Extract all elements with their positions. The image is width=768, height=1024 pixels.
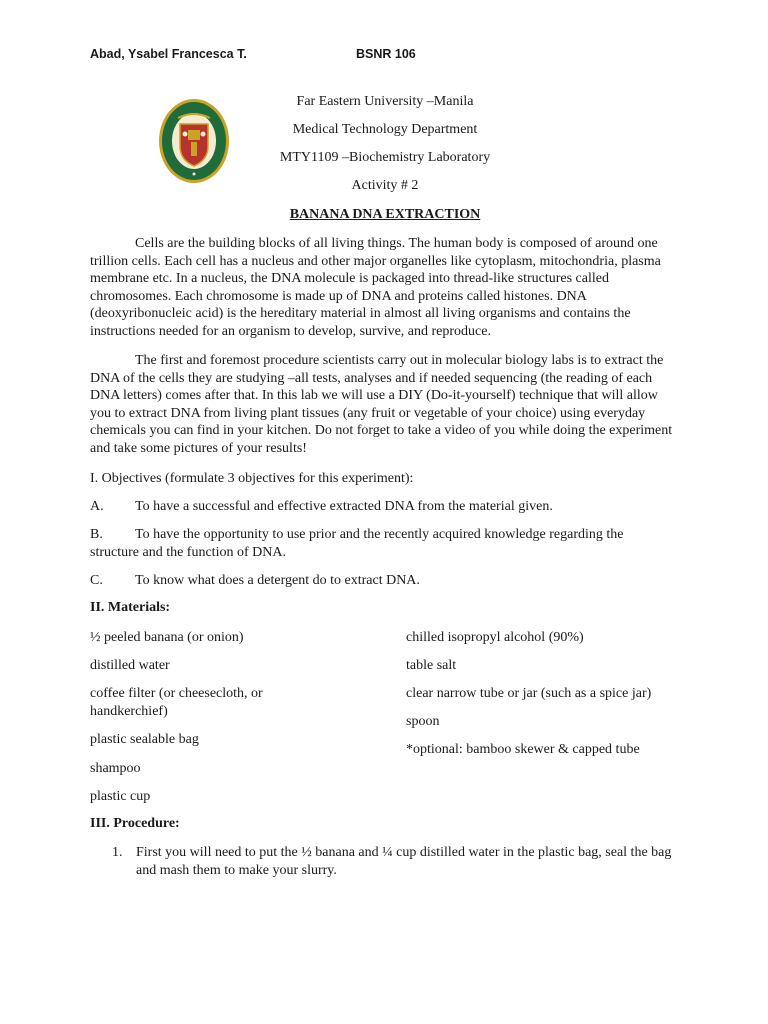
material-item: spoon — [406, 714, 440, 729]
student-section: BSNR 106 — [356, 47, 416, 61]
material-item: chilled isopropyl alcohol (90%) — [406, 630, 584, 645]
objective-label: A. — [90, 499, 104, 514]
objective-item — [90, 526, 675, 561]
material-item: ½ peeled banana (or onion) — [90, 630, 244, 645]
intro-paragraph: Cells are the building blocks of all living things. The human body is composed of around one trillion cells. Each cell has a nucleus and other major organelles like cytoplasm, mitochondria, plasma membrane etc. In a nucleus, the DNA molecule is packaged into thread-like structures called chromosomes. Each chromosome is made up of DNA and proteins called histones. DNA (deoxyribonucleic acid) is the hereditary material in almost all living organisms and contains the instructions needed for an organism to develop, survive, and reproduce. — [90, 236, 661, 339]
university-seal-icon — [158, 98, 230, 184]
material-item: *optional: bamboo skewer & capped tube — [406, 742, 640, 757]
step-text: First you will need to put the ½ banana and ¼ cup distilled water in the plastic bag, seal the bag and mash them to make your slurry. — [136, 845, 672, 878]
procedure-heading: III. Procedure: — [90, 816, 180, 831]
document-title: BANANA DNA EXTRACTION — [289, 207, 481, 222]
material-item: shampoo — [90, 761, 141, 776]
material-item: plastic cup — [90, 789, 151, 804]
department-name: Medical Technology Department — [292, 122, 478, 137]
material-item: clear narrow tube or jar (such as a spice jar) — [406, 686, 652, 701]
objectives-heading: I. Objectives (formulate 3 objectives for this experiment): — [90, 471, 414, 486]
student-name: Abad, Ysabel Francesca T. — [90, 47, 247, 61]
objective-text: To have the opportunity to use prior and the recently acquired knowledge regarding the structure and the function of DNA. — [90, 527, 624, 560]
procedure-intro-paragraph: The first and foremost procedure scientists carry out in molecular biology labs is to extract the DNA of the cells they are studying –all tests, analyses and if needed sequencing (the reading of each DNA letters) comes after that. In this lab we will use a DIY (Do-it-yourself) technique that will allow you to extract DNA from living plant tissues (any fruit or vegetable of your choice) using everyday chemicals you can find in your kitchen. Do not forget to take a video of you while doing the experiment and take some pictures of your results! — [90, 353, 673, 456]
objective-item — [90, 572, 675, 590]
material-item: distilled water — [90, 658, 170, 673]
objective-text: To have a successful and effective extracted DNA from the material given. — [135, 499, 553, 514]
objective-label: B. — [90, 527, 103, 542]
course-code: MTY1109 –Biochemistry Laboratory — [279, 150, 491, 165]
material-item: coffee filter (or cheesecloth, or handkerchief) — [90, 686, 263, 719]
objective-label: C. — [90, 573, 103, 588]
objective-text: To know what does a detergent do to extract DNA. — [135, 573, 420, 588]
step-number: 1. — [112, 845, 123, 860]
university-name: Far Eastern University –Manila — [296, 94, 474, 109]
materials-heading: II. Materials: — [90, 600, 171, 615]
material-item: plastic sealable bag — [90, 732, 199, 747]
activity-number: Activity # 2 — [351, 178, 419, 193]
objective-item — [90, 498, 675, 516]
material-item: table salt — [406, 658, 457, 673]
